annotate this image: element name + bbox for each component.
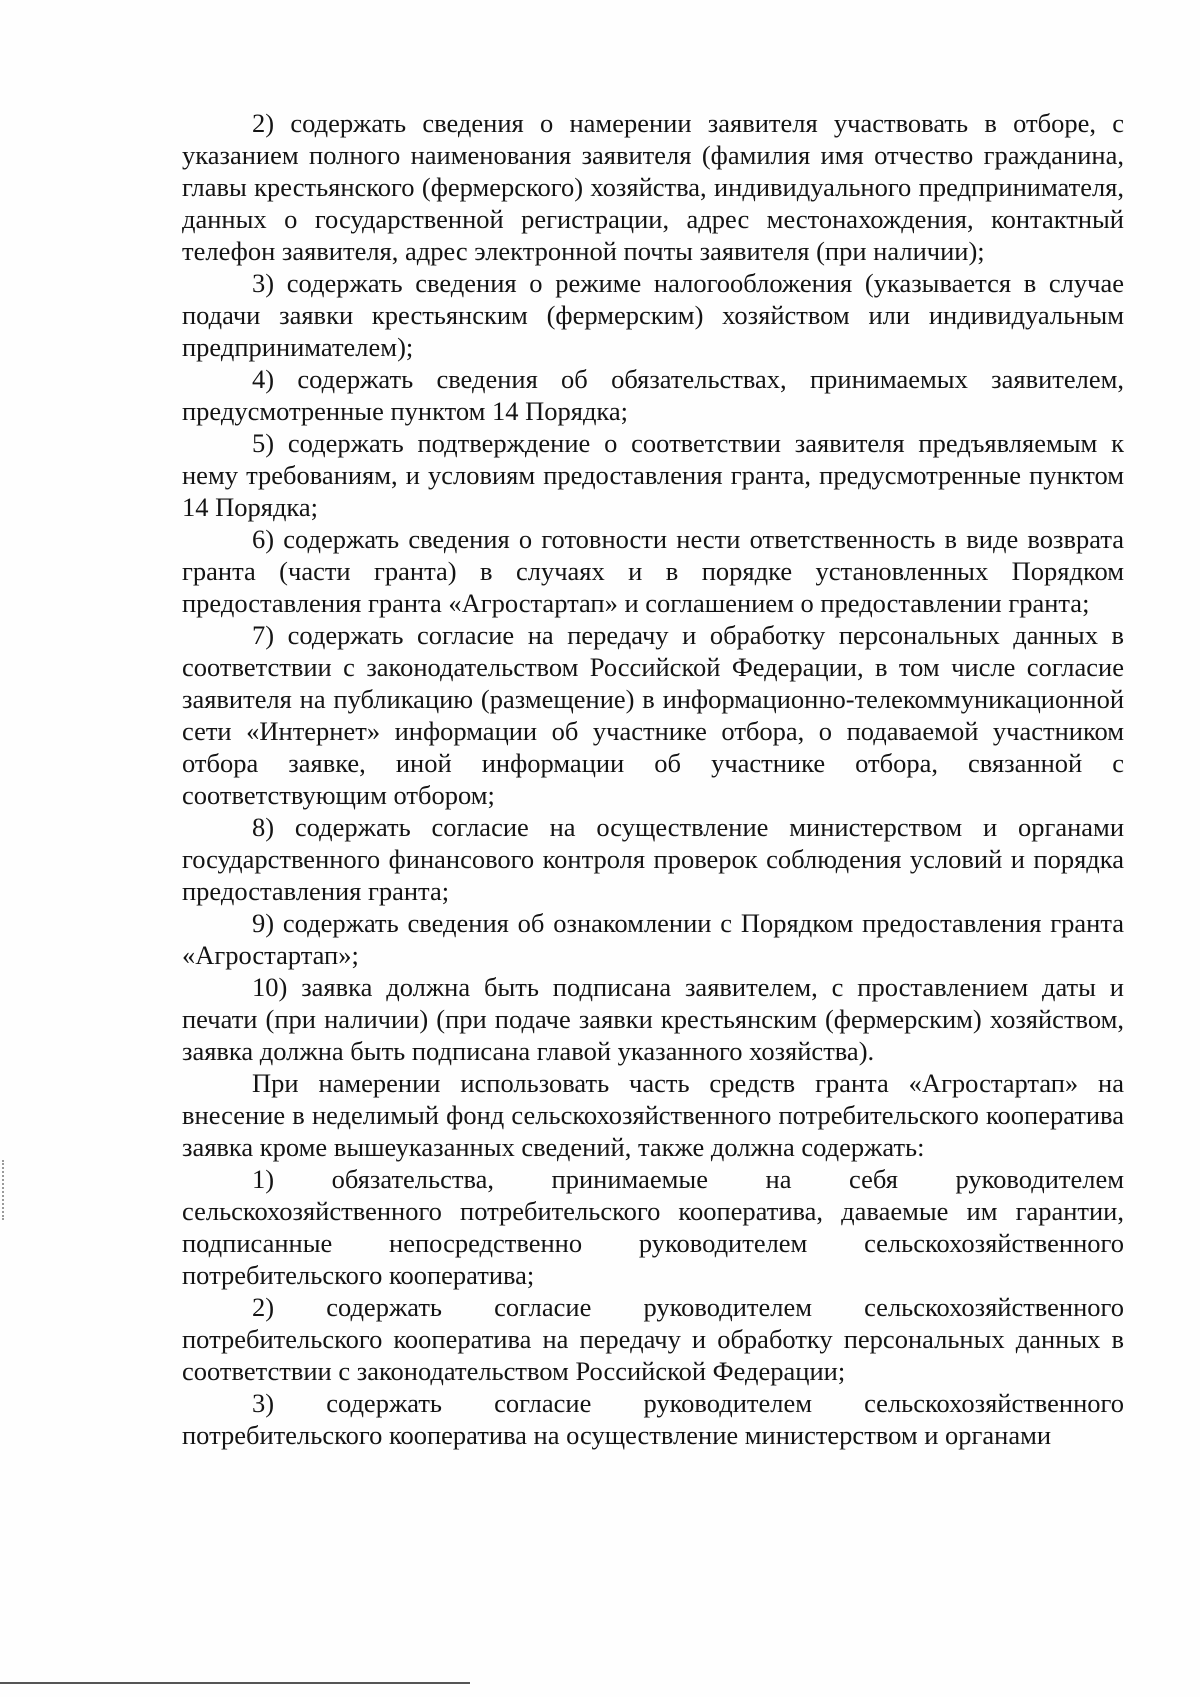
paragraph-item-5: 5) содержать подтверждение о соответствии заявителя предъявляемым к нему требованиям, и условиям предоставления гранта, предусмотренные пунктом 14 Порядка;: [182, 428, 1124, 522]
paragraph-item-6: 6) содержать сведения о готовности нести ответственность в виде возврата гранта (части гранта) в случаях и в порядке установленных Порядком предоставления гранта «Агростартап» и соглашением о предоставлении гранта;: [182, 524, 1124, 618]
scan-edge-marks: [2, 1160, 7, 1220]
paragraph-item-8: 8) содержать согласие на осуществление министерством и органами государственного финансового контроля проверок соблюдения условий и порядка предоставления гранта;: [182, 812, 1124, 906]
paragraph-cooperative-intro: При намерении использовать часть средств гранта «Агростартап» на внесение в неделимый фонд сельскохозяйственного потребительского кооператива заявка кроме вышеуказанных сведений, также должна содержать:: [182, 1068, 1124, 1162]
document-body: [182, 107, 1124, 1451]
scan-bottom-line: [0, 1682, 470, 1684]
paragraph-item-4: 4) содержать сведения об обязательствах, принимаемых заявителем, предусмотренные пунктом 14 Порядка;: [182, 364, 1124, 426]
paragraph-item-9: 9) содержать сведения об ознакомлении с Порядком предоставления гранта «Агростартап»;: [182, 908, 1124, 970]
paragraph-coop-item-3: 3) содержать согласие руководителем сельскохозяйственного потребительского кооператива на осуществление министерством и органами: [182, 1388, 1124, 1450]
paragraph-coop-item-2: 2) содержать согласие руководителем сельскохозяйственного потребительского кооператива на передачу и обработку персональных данных в соответствии с законодательством Российской Федерации;: [182, 1292, 1124, 1386]
paragraph-item-3: 3) содержать сведения о режиме налогообложения (указывается в случае подачи заявки крестьянским (фермерским) хозяйством или индивидуальным предпринимателем);: [182, 268, 1124, 362]
paragraph-item-7: 7) содержать согласие на передачу и обработку персональных данных в соответствии с законодательством Российской Федерации, в том числе согласие заявителя на публикацию (размещение) в информационно-телекоммуникационной сети «Интернет» информации об участнике отбора, о подаваемой участником отбора заявке, иной информации об участнике отбора, связанной с соответствующим отбором;: [182, 620, 1124, 810]
paragraph-item-2: 2) содержать сведения о намерении заявителя участвовать в отборе, с указанием полного наименования заявителя (фамилия имя отчество гражданина, главы крестьянского (фермерского) хозяйства, индивидуального предпринимателя, данных о государственной регистрации, адрес местонахождения, контактный телефон заявителя, адрес электронной почты заявителя (при наличии);: [182, 108, 1124, 266]
paragraph-coop-item-1: 1) обязательства, принимаемые на себя руководителем сельскохозяйственного потребительского кооператива, даваемые им гарантии, подписанные непосредственно руководителем сельскохозяйственного потребительского кооператива;: [182, 1164, 1124, 1290]
paragraph-item-10: 10) заявка должна быть подписана заявителем, с проставлением даты и печати (при наличии) (при подаче заявки крестьянским (фермерским) хозяйством, заявка должна быть подписана главой указанного хозяйства).: [182, 972, 1124, 1066]
